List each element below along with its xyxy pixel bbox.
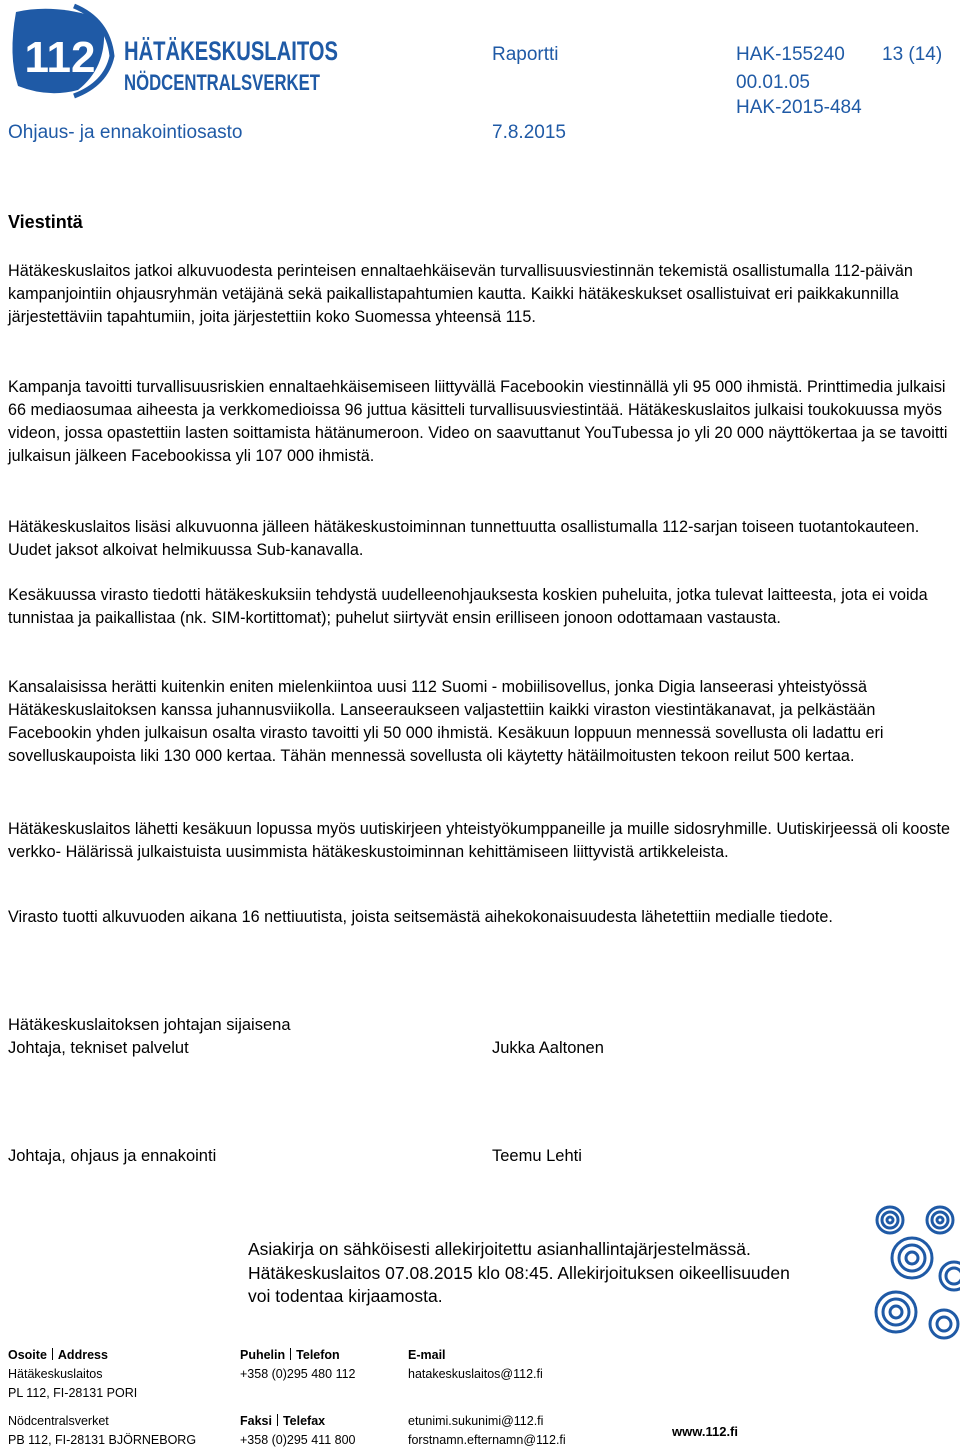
record-code: 00.01.05 — [736, 72, 810, 93]
logo-number: 112 — [24, 33, 96, 82]
email-link-personal-sv[interactable]: forstnamn.efternamn@112.fi — [408, 1433, 566, 1447]
email-link-personal[interactable]: etunimi.sukunimi@112.fi — [408, 1414, 544, 1428]
doc-type: Raportti — [492, 44, 559, 65]
logo-org-fi: HÄTÄKESKUSLAITOS — [124, 36, 338, 66]
footer-email: E-mail hatakeskuslaitos@112.fi etunimi.sukunimi@112.fi forstnamn.efternamn@112.fi — [408, 1346, 566, 1450]
organization-logo — [8, 6, 348, 98]
page-number: 13 (14) — [882, 44, 943, 65]
section-title: Viestintä — [8, 212, 83, 232]
body-paragraph-3: Hätäkeskuslaitos lisäsi alkuvuonna jälleen hätäkeskustoiminnan tunnettuutta osallistumalla 112-sarjan toiseen tuotantokauteen. Uudet jaksot alkoivat helmikuussa Sub-kanavalla. — [8, 518, 920, 559]
body-paragraph-2: Kampanja tavoitti turvallisuusriskien ennaltaehkäisemiseen liittyvällä Facebookin viestinnällä yli 95 000 ihmistä. Printtimedia julkaisi 66 mediaosumaa aiheesta ja verkkomedioissa 96 juttua käsitteli turvallisuusviestintää. Hätäkeskuslaitos julkaisi toukokuussa myös videon, jossa opastettiin lasten soittamista hätänumeroon. Video on saavuttanut YouTubessa jo yli 20 000 näyttökertaa ja se tavoitti julkaisun jälkeen Facebookissa yli 107 000 ihmistä. — [8, 378, 948, 465]
signer-1-role-line-2: Johtaja, tekniset palvelut — [8, 1039, 189, 1057]
logo-org-sv: NÖDCENTRALSVERKET — [124, 70, 321, 95]
body-paragraph-6: Hätäkeskuslaitos lähetti kesäkuun lopussa myös uutiskirjeen yhteistyökumppaneille ja muille sidosryhmille. Uutiskirjeessä oli kooste verkko- Hälärissä julkaistuista uusimmista hätäkeskustoiminnan kehittämiseen liittyvistä artikkeleista. — [8, 820, 951, 861]
electronic-signature-note: Asiakirja on sähköisesti allekirjoitettu asianhallintajärjestelmässä. Hätäkeskuslaitos 07.08.2015 klo 08:45. Allekirjoituksen oikeellisuuden voi todentaa kirjaamosta. — [248, 1239, 790, 1306]
footer-phone: Puhelin Telefon +358 (0)295 480 112 Faksi Telefax +358 (0)295 411 800 — [240, 1348, 356, 1447]
doc-code: HAK-155240 — [736, 44, 845, 65]
body-paragraph-5: Kansalaisissa herätti kuitenkin eniten mielenkiintoa uusi 112 Suomi - mobiilisovellus, jonka Digia lanseerasi yhteistyössä Hätäkeskuslaitoksen kanssa juhannusviikolla. Lanseeraukseen valjastettiin kaikki viraston viestintäkanavat, ja pelkästään Facebookin yhden julkaisun osalta virasto tavoitti yli 50 000 ihmistä. Kesäkuun loppuun mennessä sovellusta oli ladattu eri sovelluskaupoista liki 130 000 kertaa. Tähän mennessä sovellusta oli käytetty hätäilmoitusten tekoon reilut 500 kertaa. — [8, 678, 884, 765]
email-link-main[interactable]: hatakeskuslaitos@112.fi — [408, 1367, 543, 1381]
document-date: 7.8.2015 — [492, 122, 566, 143]
seal-emblem-icon — [868, 1200, 960, 1332]
website-link[interactable]: www.112.fi — [672, 1424, 738, 1439]
signer-2-name: Teemu Lehti — [492, 1147, 582, 1165]
case-number: HAK-2015-484 — [736, 97, 862, 118]
signer-1-role-line-1: Hätäkeskuslaitoksen johtajan sijaisena — [8, 1016, 291, 1034]
signer-1-name: Jukka Aaltonen — [492, 1039, 604, 1057]
department: Ohjaus- ja ennakointiosasto — [8, 122, 243, 143]
footer-address: Osoite Address Hätäkeskuslaitos PL 112, FI-28131 PORI Nödcentralsverket PB 112, FI-28131 BJÖRNEBORG — [8, 1348, 197, 1447]
body-paragraph-1: Hätäkeskuslaitos jatkoi alkuvuodesta perinteisen ennaltaehkäisevän turvallisuusviestinnän tekemistä osallistumalla 112-päivän kampanjointiin ohjausryhmän vetäjänä sekä paikallistapahtumien kautta. Kaikki hätäkeskukset osallistuivat eri paikkakunnilla järjestettäviin tapahtumiin, joita järjestettiin koko Suomessa yhteensä 115. — [8, 262, 913, 326]
signer-2-role: Johtaja, ohjaus ja ennakointi — [8, 1147, 217, 1165]
body-paragraph-4: Kesäkuussa virasto tiedotti hätäkeskuksiin tehdystä uudelleenohjauksesta koskien puheluita, jotka tulevat laitteesta, jota ei voida tunnistaa ja paikallistaa (nk. SIM-kortittomat); puhelut siirtyvät ensin erilliseen jonoon odottamaan vastausta. — [8, 586, 928, 627]
body-paragraph-7: Virasto tuotti alkuvuoden aikana 16 nettiuutista, joista seitsemästä aihekokonaisuudesta lähetettiin medialle tiedote. — [8, 908, 833, 926]
